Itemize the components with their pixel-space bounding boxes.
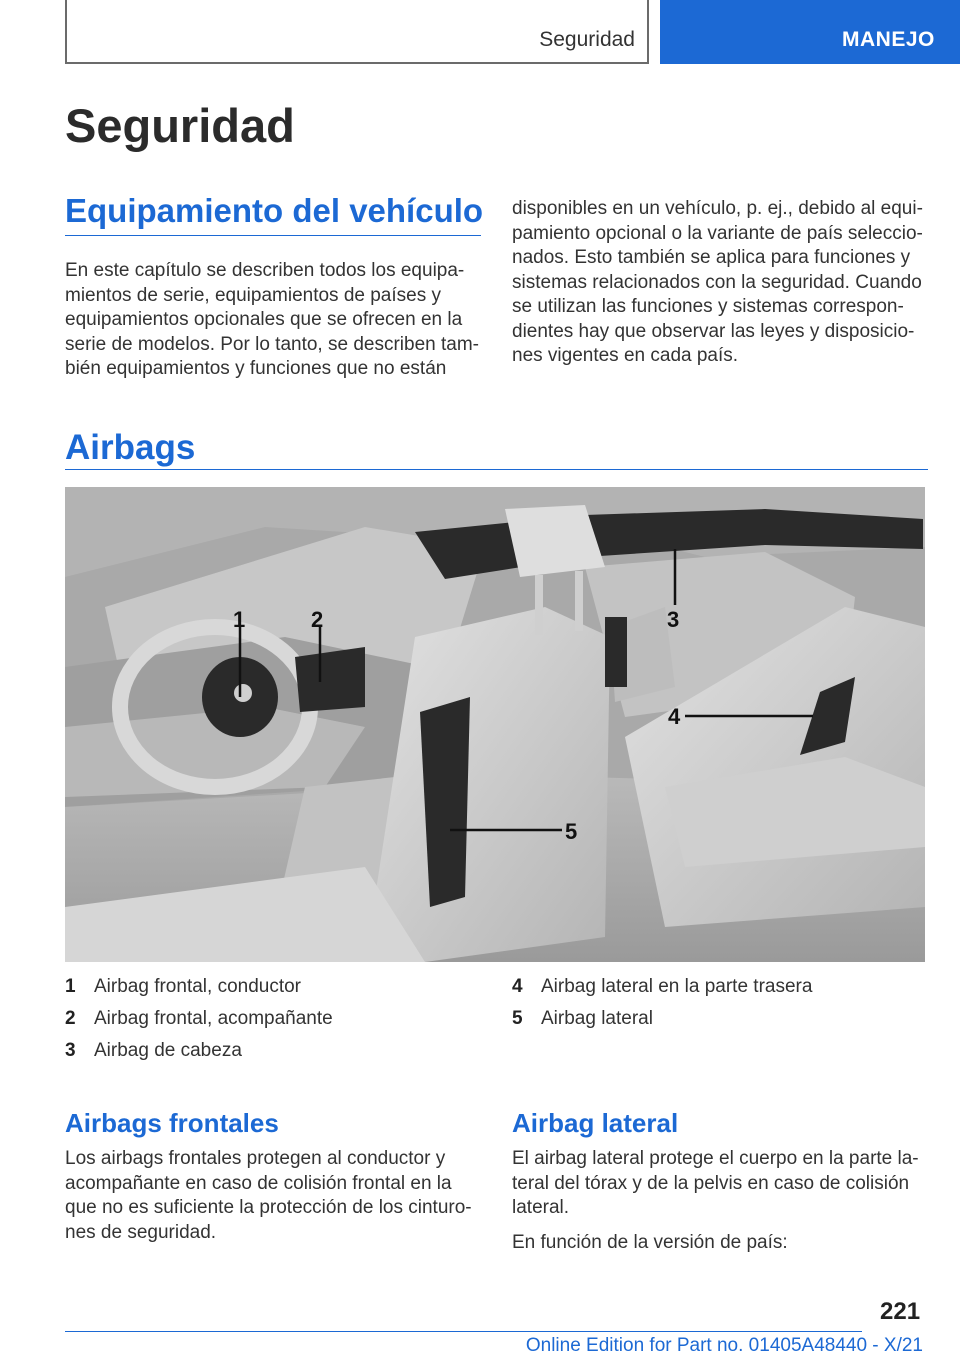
callout-number: 5 [565, 819, 578, 844]
airbags-heading: Airbags [65, 428, 196, 467]
callout-number: 3 [667, 607, 680, 632]
text-line: equipamientos opcionales que se ofrecen en la [65, 309, 463, 330]
side-airbag-heading: Airbag lateral [512, 1108, 679, 1138]
equipment-heading: Equipamiento del vehículo [65, 192, 484, 229]
section-tab[interactable] [65, 0, 649, 64]
equipment-text-left [65, 259, 485, 382]
equipment-text-right [512, 197, 932, 369]
side-airbag-text [512, 1147, 932, 1255]
text-line: nes de seguridad. [65, 1221, 217, 1243]
legend-number: 4 [512, 976, 523, 997]
front-airbags-text [65, 1147, 485, 1245]
legend-number: 5 [512, 1008, 523, 1029]
legend-item [512, 971, 812, 1003]
text-line: En este capítulo se describen todos los equipa- [65, 260, 465, 281]
footer-edition-text: Online Edition for Part no. 01405A48440 - X/21 [525, 1335, 923, 1356]
legend-item [512, 1003, 812, 1035]
front-airbags-heading: Airbags frontales [65, 1108, 279, 1138]
text-line: mientos de serie, equipamientos de países y [65, 284, 441, 306]
legend-text: Airbag de cabeza [94, 1040, 242, 1061]
text-line: sistemas relacionados con la seguridad. Cuando [512, 271, 922, 293]
text-line: que no es suficiente la protección de los cinturo- [65, 1197, 472, 1218]
text-line: serie de modelos. Por lo tanto, se describen tam- [65, 333, 479, 355]
callout-number: 4 [668, 704, 681, 729]
text-line: disponibles en un vehículo, p. ej., debido al equi- [512, 198, 923, 219]
legend-number: 1 [65, 976, 76, 997]
text-line: bién equipamientos y funciones que no están [65, 358, 447, 379]
text-line: En función de la versión de país: [512, 1231, 788, 1253]
legend-number: 3 [65, 1040, 76, 1061]
text-line: Los airbags frontales protegen al conductor y [65, 1148, 446, 1169]
chapter-tab-label: MANEJO [842, 28, 935, 51]
car-interior-drawing [65, 487, 925, 962]
legend-text: Airbag frontal, acompañante [94, 1008, 333, 1029]
text-line: nes vigentes en cada país. [512, 345, 739, 366]
text-line: dientes hay que observar las leyes y disposicio- [512, 320, 915, 342]
text-line: se utilizan las funciones y sistemas correspon- [512, 296, 904, 317]
airbag-illustration [65, 487, 925, 962]
text-line: nados. Esto también se aplica para funciones y [512, 247, 911, 268]
text-line: lateral. [512, 1197, 570, 1218]
airbag-legend-left [65, 971, 333, 1067]
text-line: El airbag lateral protege el cuerpo en la parte la- [512, 1148, 919, 1169]
page-number: 221 [880, 1298, 921, 1325]
section-tab-label: Seguridad [539, 28, 635, 51]
section-divider [65, 469, 928, 470]
airbag-legend-right [512, 971, 812, 1035]
text-line: acompañante en caso de colisión frontal en la [65, 1172, 452, 1194]
page-title: Seguridad [65, 99, 295, 152]
legend-text: Airbag lateral [541, 1008, 653, 1029]
section-divider [65, 235, 481, 236]
legend-number: 2 [65, 1008, 76, 1029]
legend-item [65, 1003, 333, 1035]
callout-number: 1 [233, 607, 246, 632]
chapter-tab[interactable] [660, 0, 960, 64]
text-line: pamiento opcional o la variante de país seleccio- [512, 222, 923, 244]
text-line: teral del tórax y de la pelvis en caso de colisión [512, 1172, 910, 1194]
legend-item [65, 971, 333, 1003]
passenger-airbag-shape [295, 647, 365, 712]
callout-number: 2 [311, 607, 324, 632]
legend-text: Airbag lateral en la parte trasera [541, 976, 813, 997]
legend-text: Airbag frontal, conductor [94, 976, 302, 997]
legend-item [65, 1035, 333, 1067]
footer-divider [65, 1331, 862, 1332]
